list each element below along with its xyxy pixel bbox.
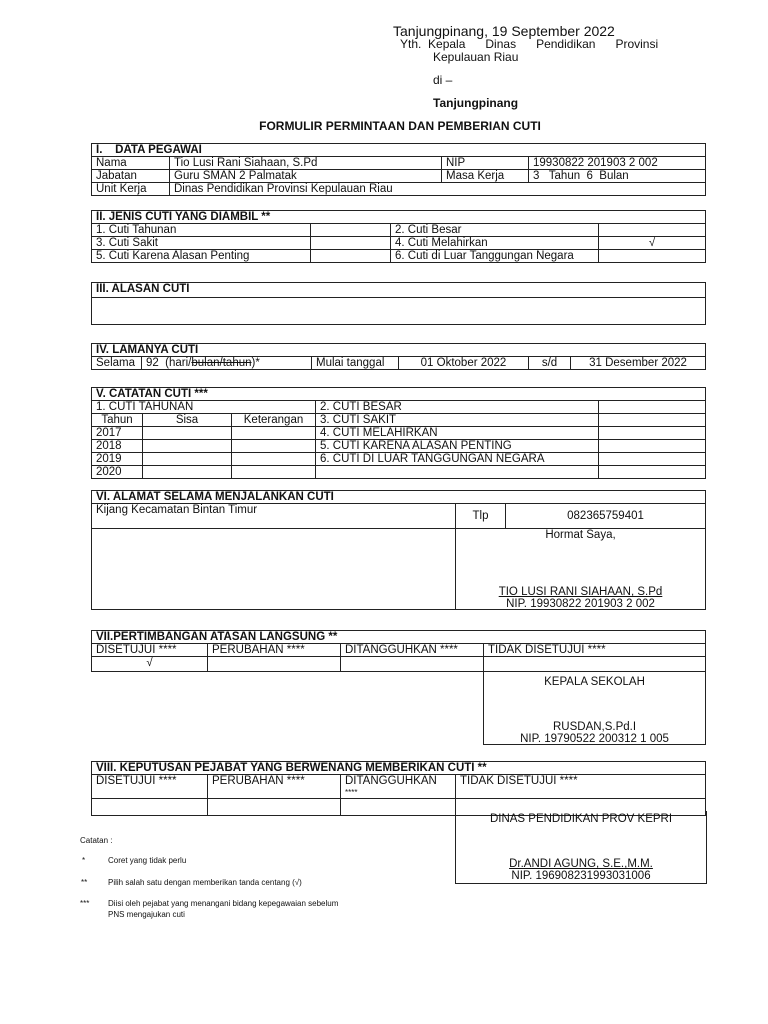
year-row: 2018 — [92, 440, 143, 453]
mulai-label: Mulai tanggal — [312, 357, 399, 370]
pejabat-disetujui-mark[interactable] — [92, 799, 208, 816]
col-sisa: Sisa — [143, 414, 232, 427]
pejabat-name: Dr.ANDI AGUNG, S.E.,M.M. — [509, 858, 653, 870]
nama-label: Nama — [92, 157, 170, 170]
duration-struck-units: bulan/tahun — [191, 357, 252, 369]
note-3-text-2: PNS mengajukan cuti — [108, 910, 185, 919]
alamat-value: Kijang Kecamatan Bintan Timur — [92, 504, 456, 529]
section-alasan-cuti — [91, 282, 706, 325]
addressee-line-2: Kepulauan Riau — [433, 50, 519, 64]
cuti-besar-mark[interactable] — [599, 224, 706, 237]
hormat-saya: Hormat Saya, — [545, 529, 616, 541]
applicant-nip: NIP. 19930822 201903 2 002 — [506, 598, 655, 610]
atasan-perubahan-mark[interactable] — [208, 657, 341, 672]
year-row: 2019 — [92, 453, 143, 466]
catatan-cuti-besar: 2. CUTI BESAR — [316, 401, 599, 414]
catatan-cuti-luar-tanggungan: 6. CUTI DI LUAR TANGGUNGAN NEGARA — [316, 453, 599, 466]
note-2-text: Pilih salah satu dengan memberikan tanda centang (√) — [108, 878, 302, 887]
section-8-title: VIII. KEPUTUSAN PEJABAT YANG BERWENANG MEMBERIKAN CUTI ** — [92, 762, 706, 775]
addressee-line-1: Yth. Kepala Dinas Pendidikan Provinsi — [400, 37, 659, 51]
section-pertimbangan-atasan — [91, 630, 706, 745]
jabatan-value: Guru SMAN 2 Palmatak — [170, 170, 442, 183]
jabatan-label: Jabatan — [92, 170, 170, 183]
cuti-tahunan-mark[interactable] — [311, 224, 391, 237]
catatan-cuti-alasan-penting: 5. CUTI KARENA ALASAN PENTING — [316, 440, 599, 453]
pejabat-ditangguhkan-mark[interactable] — [341, 799, 456, 816]
applicant-signature-block — [456, 529, 706, 610]
atasan-disetujui-check[interactable]: √ — [92, 657, 208, 672]
pejabat-signature-block — [455, 811, 707, 884]
year-row: 2017 — [92, 427, 143, 440]
section-7-title: VII.PERTIMBANGAN ATASAN LANGSUNG ** — [92, 631, 706, 644]
unit-kerja-value: Dinas Pendidikan Provinsi Kepulauan Riau — [170, 183, 706, 196]
addressee-di: di – — [433, 73, 453, 87]
cuti-luar-tanggungan: 6. Cuti di Luar Tanggungan Negara — [391, 250, 599, 263]
pejabat-perubahan-label: PERUBAHAN **** — [208, 775, 341, 799]
atasan-name: RUSDAN,S.Pd.I — [552, 721, 637, 733]
pejabat-perubahan-mark[interactable] — [208, 799, 341, 816]
cuti-sakit: 3. Cuti Sakit — [92, 237, 311, 250]
cuti-besar: 2. Cuti Besar — [391, 224, 599, 237]
section-lamanya-cuti — [91, 343, 706, 370]
tlp-label: Tlp — [456, 504, 506, 529]
form-title: FORMULIR PERMINTAAN DAN PEMBERIAN CUTI — [259, 119, 541, 133]
pejabat-disetujui-label: DISETUJUI **** — [92, 775, 208, 799]
catatan-cuti-sakit: 3. CUTI SAKIT — [316, 414, 599, 427]
addressee-city: Tanjungpinang — [433, 96, 519, 110]
place-date: Tanjungpinang, 19 September 2022 — [393, 23, 615, 39]
atasan-role: KEPALA SEKOLAH — [544, 676, 645, 688]
masa-kerja-label: Masa Kerja — [442, 170, 529, 183]
atasan-ditangguhkan-label: DITANGGUHKAN **** — [341, 644, 484, 657]
section-keputusan-pejabat — [91, 761, 706, 816]
pejabat-role: DINAS PENDIDIKAN PROV KEPRI — [489, 813, 673, 825]
section-4-title: IV. LAMANYA CUTI — [92, 344, 706, 357]
section-6-title: VI. ALAMAT SELAMA MENJALANKAN CUTI — [92, 491, 706, 504]
cuti-melahirkan: 4. Cuti Melahirkan — [391, 237, 599, 250]
start-date: 01 Oktober 2022 — [399, 357, 529, 370]
atasan-signature-block — [484, 672, 706, 745]
section-alamat-cuti — [91, 490, 706, 610]
alamat-extra — [92, 529, 456, 610]
unit-kerja-label: Unit Kerja — [92, 183, 170, 196]
col-keterangan: Keterangan — [232, 414, 316, 427]
nip-value: 19930822 201903 2 002 — [529, 157, 706, 170]
section-data-pegawai — [91, 143, 706, 196]
tlp-value: 082365759401 — [506, 504, 706, 529]
atasan-tidak-disetujui-label: TIDAK DISETUJUI **** — [484, 644, 706, 657]
atasan-nip: NIP. 19790522 200312 1 005 — [520, 733, 669, 745]
cuti-tahunan: 1. Cuti Tahunan — [92, 224, 311, 237]
duration-value: 92 (hari/bulan/tahun)* — [142, 357, 312, 370]
notes-title: Catatan : — [80, 836, 113, 845]
pejabat-nip: NIP. 196908231993031006 — [511, 870, 651, 882]
note-2-mark: ** — [81, 878, 88, 887]
catatan-cuti-melahirkan: 4. CUTI MELAHIRKAN — [316, 427, 599, 440]
section-1-title: I. DATA PEGAWAI — [92, 144, 706, 157]
note-1-text: Coret yang tidak perlu — [108, 856, 187, 865]
masa-kerja-value: 3 Tahun 6 Bulan — [529, 170, 706, 183]
atasan-perubahan-label: PERUBAHAN **** — [208, 644, 341, 657]
cuti-melahirkan-check[interactable]: √ — [599, 237, 706, 250]
applicant-name: TIO LUSI RANI SIAHAAN, S.Pd — [498, 586, 663, 598]
section-2-title: II. JENIS CUTI YANG DIAMBIL ** — [92, 211, 706, 224]
alasan-cuti-field[interactable] — [92, 298, 706, 325]
atasan-tidak-disetujui-mark[interactable] — [484, 657, 706, 672]
cuti-sakit-mark[interactable] — [311, 237, 391, 250]
section-5-title: V. CATATAN CUTI *** — [92, 388, 706, 401]
cuti-alasan-penting-mark[interactable] — [311, 250, 391, 263]
pejabat-ditangguhkan-label: DITANGGUHKAN **** — [341, 775, 456, 799]
cuti-luar-tanggungan-mark[interactable] — [599, 250, 706, 263]
section-catatan-cuti — [91, 387, 706, 479]
nama-value: Tio Lusi Rani Siahaan, S.Pd — [170, 157, 442, 170]
note-1-mark: * — [82, 856, 86, 865]
note-3-mark: *** — [80, 899, 90, 908]
section-3-title: III. ALASAN CUTI — [92, 283, 706, 298]
atasan-ditangguhkan-mark[interactable] — [341, 657, 484, 672]
nip-label: NIP — [442, 157, 529, 170]
section-jenis-cuti — [91, 210, 706, 263]
selama-label: Selama — [92, 357, 142, 370]
year-row: 2020 — [92, 466, 143, 479]
end-date: 31 Desember 2022 — [571, 357, 706, 370]
col-tahun: Tahun — [92, 414, 143, 427]
note-3-text-1: Diisi oleh pejabat yang menangani bidang kepegawaian sebelum — [108, 899, 339, 908]
catatan-cuti-tahunan: 1. CUTI TAHUNAN — [92, 401, 316, 414]
pejabat-tidak-disetujui-label: TIDAK DISETUJUI **** — [456, 775, 706, 799]
atasan-disetujui-label: DISETUJUI **** — [92, 644, 208, 657]
sd-label: s/d — [529, 357, 571, 370]
cuti-alasan-penting: 5. Cuti Karena Alasan Penting — [92, 250, 311, 263]
